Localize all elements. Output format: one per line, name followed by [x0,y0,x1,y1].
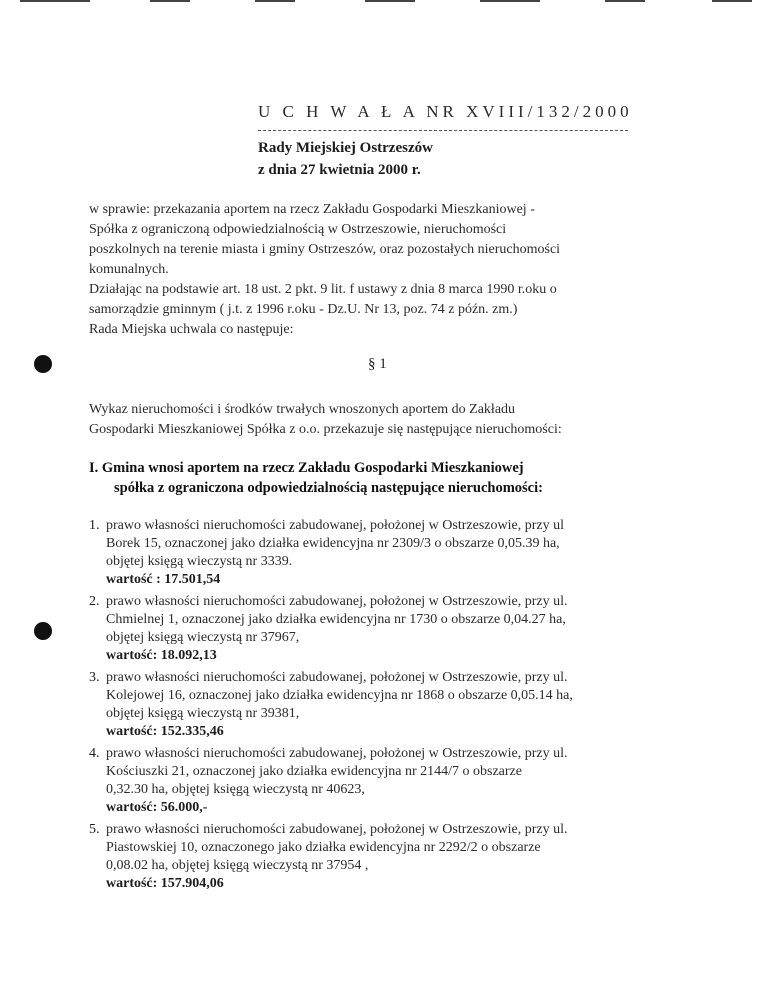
item-line: Piastowskiej 10, oznaczonego jako działka ewidencyjna nr 2292/2 o obszarze [106,840,541,855]
item-number: 3. [89,670,100,685]
resolution-title: U C H W A Ł A NR XVIII/132/2000 [258,102,633,121]
scan-edge-line [365,0,415,2]
item-number: 5. [89,822,100,837]
council-name: Rady Miejskiej Ostrzeszów [258,140,433,156]
resolution-date: z dnia 27 kwietnia 2000 r. [258,162,421,178]
part1-heading: spółka z ograniczona odpowiedzialnością następujące nieruchomości: [114,480,543,496]
item-line: 0,08.02 ha, objętej księgą wieczystą nr 37954 , [106,858,369,873]
part1-heading: I. Gmina wnosi aportem na rzecz Zakładu Gospodarki Mieszkaniowej [89,460,524,476]
intro-line: Działając na podstawie art. 18 ust. 2 pkt. 9 lit. f ustawy z dnia 8 marca 1990 r.oku o [89,282,557,297]
title-underline [258,130,628,131]
item-line: prawo własności nieruchomości zabudowanej, położonej w Ostrzeszowie, przy ul. [106,670,568,685]
intro-line: Rada Miejska uchwala co następuje: [89,322,294,337]
item-line: prawo własności nieruchomości zabudowanej, położonej w Ostrzeszowie, przy ul. [106,822,568,837]
intro-line: Spółka z ograniczoną odpowiedzialnością w Ostrzeszowie, nieruchomości [89,222,507,237]
scan-edge-line [255,0,295,2]
item-line: objętej księgą wieczystą nr 37967, [106,630,300,645]
scan-edge-line [20,0,90,2]
item-value: wartość: 152.335,46 [106,724,224,739]
item-number: 2. [89,594,100,609]
scan-edge-line [712,0,752,2]
section-line: Gospodarki Mieszkaniowej Spółka z o.o. przekazuje się następujące nieruchomości: [89,422,562,437]
item-value: wartość : 17.501,54 [106,572,221,587]
item-number: 1. [89,518,100,533]
item-value: wartość: 157.904,06 [106,876,224,891]
section-line: Wykaz nieruchomości i środków trwałych wnoszonych aportem do Zakładu [89,402,516,417]
item-line: objętej księgą wieczystą nr 3339. [106,554,293,569]
item-value: wartość: 56.000,- [106,800,208,815]
item-line: Chmielnej 1, oznaczonej jako działka ewidencyjna nr 1730 o obszarze 0,04.27 ha, [106,612,566,627]
intro-line: samorządzie gminnym ( j.t. z 1996 r.oku - Dz.U. Nr 13, poz. 74 z późn. zm.) [89,302,518,317]
punch-hole [34,622,52,640]
item-line: prawo własności nieruchomości zabudowanej, położonej w Ostrzeszowie, przy ul [106,518,564,533]
scan-edge-line [150,0,190,2]
item-line: Kolejowej 16, oznaczonej jako działka ewidencyjna nr 1868 o obszarze 0,05.14 ha, [106,688,573,703]
item-number: 4. [89,746,100,761]
item-line: Borek 15, oznaczonej jako działka ewidencyjna nr 2309/3 o obszarze 0,05.39 ha, [106,536,560,551]
scan-edge-line [605,0,645,2]
intro-line: poszkolnych na terenie miasta i gminy Ostrzeszów, oraz pozostałych nieruchomości [89,242,561,257]
item-line: prawo własności nieruchomości zabudowanej, położonej w Ostrzeszowie, przy ul. [106,746,568,761]
intro-line: w sprawie: przekazania aportem na rzecz Zakładu Gospodarki Mieszkaniowej - [89,202,535,217]
item-value: wartość: 18.092,13 [106,648,217,663]
intro-line: komunalnych. [89,262,169,277]
scan-edge-line [480,0,540,2]
item-line: 0,32.30 ha, objętej księgą wieczystą nr 40623, [106,782,365,797]
item-line: objętej księgą wieczystą nr 39381, [106,706,300,721]
punch-hole [34,355,52,373]
section-mark: § 1 [368,356,387,372]
item-line: Kościuszki 21, oznaczonej jako działka ewidencyjna nr 2144/7 o obszarze [106,764,522,779]
item-line: prawo własności nieruchomości zabudowanej, położonej w Ostrzeszowie, przy ul. [106,594,568,609]
